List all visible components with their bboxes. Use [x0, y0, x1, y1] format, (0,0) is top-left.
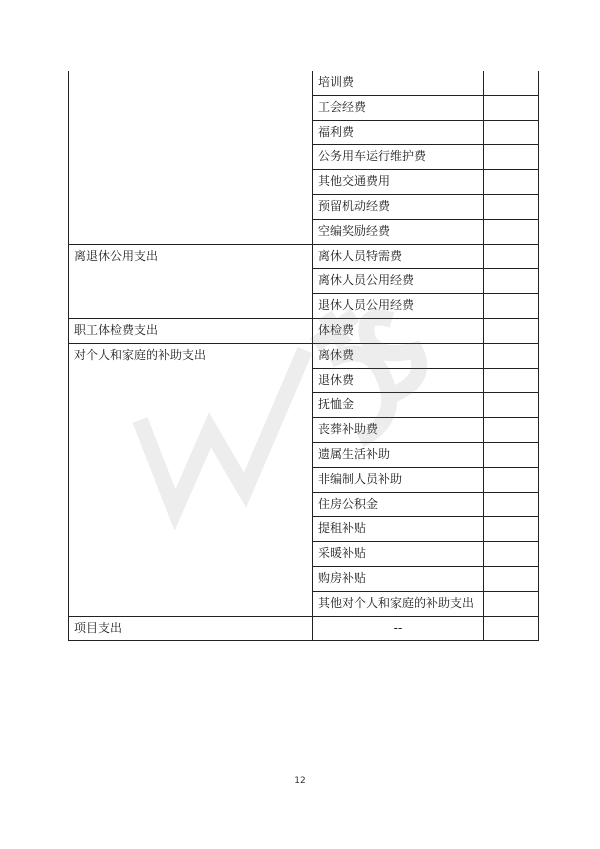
item-cell: 预留机动经费 — [313, 194, 484, 219]
value-cell — [484, 492, 539, 517]
value-cell — [484, 343, 539, 368]
value-cell — [484, 71, 539, 95]
category-cell: 职工体检费支出 — [69, 318, 313, 343]
value-cell — [484, 368, 539, 393]
item-cell: 其他交通费用 — [313, 170, 484, 195]
value-cell — [484, 616, 539, 641]
item-cell: -- — [313, 616, 484, 641]
value-cell — [484, 219, 539, 244]
item-cell: 非编制人员补助 — [313, 467, 484, 492]
category-cell — [69, 71, 313, 244]
item-cell: 住房公积金 — [313, 492, 484, 517]
item-cell: 退休费 — [313, 368, 484, 393]
item-cell: 培训费 — [313, 71, 484, 95]
watermark-logo — [130, 300, 430, 530]
item-cell: 提租补贴 — [313, 517, 484, 542]
value-cell — [484, 120, 539, 145]
value-cell — [484, 318, 539, 343]
table-row — [69, 244, 539, 269]
value-cell — [484, 442, 539, 467]
item-cell: 公务用车运行维护费 — [313, 145, 484, 170]
value-cell — [484, 170, 539, 195]
item-cell: 其他对个人和家庭的补助支出 — [313, 591, 484, 616]
item-cell: 体检费 — [313, 318, 484, 343]
item-cell: 采暖补贴 — [313, 542, 484, 567]
item-cell: 丧葬补助费 — [313, 418, 484, 443]
item-cell: 工会经费 — [313, 95, 484, 120]
item-cell: 购房补贴 — [313, 566, 484, 591]
item-cell: 离休人员特需费 — [313, 244, 484, 269]
item-cell: 空编奖励经费 — [313, 219, 484, 244]
value-cell — [484, 194, 539, 219]
item-cell: 福利费 — [313, 120, 484, 145]
value-cell — [484, 542, 539, 567]
value-cell — [484, 418, 539, 443]
item-cell: 抚恤金 — [313, 393, 484, 418]
value-cell — [484, 145, 539, 170]
item-cell: 离休费 — [313, 343, 484, 368]
item-cell: 遗属生活补助 — [313, 442, 484, 467]
value-cell — [484, 244, 539, 269]
value-cell — [484, 393, 539, 418]
value-cell — [484, 566, 539, 591]
value-cell — [484, 517, 539, 542]
category-cell: 项目支出 — [69, 616, 313, 641]
item-cell: 退休人员公用经费 — [313, 294, 484, 319]
item-cell: 离休人员公用经费 — [313, 269, 484, 294]
value-cell — [484, 269, 539, 294]
value-cell — [484, 95, 539, 120]
category-cell: 对个人和家庭的补助支出 — [69, 343, 313, 616]
table-row — [69, 71, 539, 95]
category-cell: 离退休公用支出 — [69, 244, 313, 318]
value-cell — [484, 467, 539, 492]
value-cell — [484, 294, 539, 319]
table-row — [69, 616, 539, 641]
page-number: 12 — [294, 776, 306, 786]
value-cell — [484, 591, 539, 616]
